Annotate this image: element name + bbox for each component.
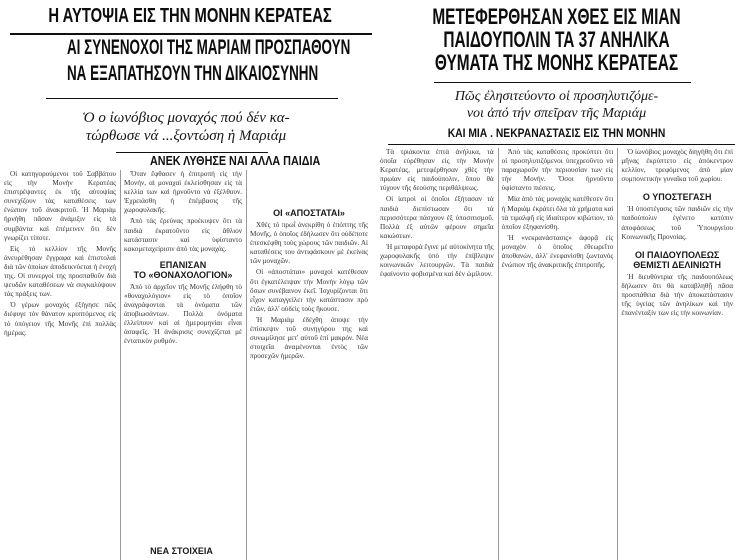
right-headline-line1: ΜΕΤΕΦΕΡΘΗΣΑΝ ΧΘΕΣ ΕΙΣ ΜΙΑΝ <box>432 4 681 29</box>
right-column-3-text <box>621 148 733 184</box>
right-column-2 <box>498 148 614 560</box>
right-column-3 <box>617 148 733 560</box>
left-subhead-epanisan: ΕΠΑΝΙΣΑΝ <box>159 259 207 270</box>
paragraph: Τὰ τριάκοντα ἑπτὰ ἀνήλικα, τὰ ὁποῖα εὑρέθησαν εἰς τὴν Μονὴν Κερατέας, μετεφέρθησαν χθὲς τὴν πρωίαν εἰς παιδούπολιν, ὅπου θὰ τύχουν τῆς δεούσης περιθάλψεως. <box>380 148 494 193</box>
left-column-1 <box>4 170 116 560</box>
left-column-3-text <box>250 221 368 361</box>
paragraph: Ἀπὸ τὸ ἀρχεῖον τῆς Μονῆς ἐλήφθη τὸ «θοναχολόγιον» εἰς τὸ ὁποῖον ἀναγράφονται τὰ ὀνόματα τῶν ἀποβιωσάντων. Πολλὰ ὀνόματα ἐλλείπουν καὶ αἱ ἡμερομηνίαι εἶναι ἀσαφεῖς. Ἡ ἀνάκρισις συνεχίζεται μὲ ἐντατικὸν ρυθμόν. <box>124 282 242 346</box>
right-column-1-text <box>380 148 494 279</box>
paragraph: Ὅταν ἔφθασεν ἡ ἐπιτροπή εἰς τὴν Μονήν, αἱ μοναχαὶ ἐκλείσθησαν εἰς τὰ κελλία των καὶ ἠρνοῦντο νὰ ἐξέλθουν. Ἐχρειάσθη ἡ ἐπέμβασις τῆς χωροφυλακῆς. <box>124 170 242 215</box>
right-body-columns <box>380 148 733 560</box>
paragraph: Ἀπὸ τὰς καταθέσεις προκύπτει ὅτι οἱ προσηλυτιζόμενοι ὑπεχρεοῦντο νὰ παραχωροῦν τὴν περιουσίαν των εἰς τὴν Μονήν. Ὅσοι ἠρνοῦντο ὑφίσταντο πιέσεις. <box>501 148 614 193</box>
paragraph: Μία ἀπὸ τὰς μοναχὰς κατέθεσεν ὅτι ἡ Μαριὰμ ἐκράτει ὅλα τὰ χρήματα καὶ τὰ τιμαλφῆ εἰς ἰδιαίτερον κιβώτιον, τὸ ὁποῖον ἐξηφανίσθη. <box>501 195 614 231</box>
paragraph: Ἡ «νεκρανάστασις» ἀφορᾷ εἰς μοναχὸν ὁ ὁποῖος ἐθεωρεῖτο ἀποθανών, ἀλλ' ἐνεφανίσθη ζωντανὸς ἐνώπιον τῆς ἀνακριτικῆς ἐπιτροπῆς. <box>501 233 614 270</box>
paragraph: Ἀπὸ τὰς ἐρεύνας προέκυψεν ὅτι τὰ παιδιὰ ἐκρατοῦντο εἰς ἄθλιον κατάστασιν καὶ ὑφίσταντο κακομεταχείρισιν ἀπὸ τὰς μοναχάς. <box>124 217 242 253</box>
paragraph: Οἱ ἰατροὶ οἱ ὁποῖοι ἐξήτασαν τὰ παιδιὰ διεπίστωσαν ὅτι τὰ περισσότερα πάσχουν ἐξ ὑποσιτισμοῦ. Πολλὰ ἐξ αὐτῶν φέρουν σημεῖα κακώσεων. <box>380 195 494 240</box>
paragraph: Ὁ γέρων μοναχὸς ἐξήγησε πῶς διέφυγε τὸν θάνατον κρυπτόμενος εἰς τὸ ὑπόγειον τῆς Μονῆς ἐπὶ πολλὰς ἡμέρας. <box>4 301 116 337</box>
right-headline-line3: ΘΥΜΑΤΑ ΤΗΣ ΜΟΝΗΣ ΚΕΡΑΤΕΑΣ <box>434 50 679 75</box>
right-kicker-rule <box>388 144 735 145</box>
left-headline-secondary-line1: ΑΙ ΣΥΝΕΝΟΧΟΙ ΤΗΣ ΜΑΡΙΑΜ ΠΡΟΣΠΑΘΟΥΝ <box>66 36 351 59</box>
right-column-3-text-mid <box>621 205 733 241</box>
left-column-3 <box>246 170 368 560</box>
left-body-columns <box>4 170 368 560</box>
right-kicker: ΚΑΙ ΜΙΑ . ΝΕΚΡΑΝΑΣΤΑΣΙΣ ΕΙΣ ΤΗΝ ΜΟΝΗΝ <box>447 126 666 140</box>
paragraph: Ἡ μεταφορὰ ἔγινε μὲ αὐτοκίνητα τῆς χωροφυλακῆς ὑπὸ τὴν ἐπίβλεψιν κοινωνικῶν λειτουργῶν. Τὰ παιδιὰ ἐφαίνοντο φοβισμένα καὶ δὲν ὡμίλουν. <box>380 242 494 279</box>
right-column-3-text-lower <box>621 273 733 318</box>
right-subhead-delinioti: ΘΕΜΙΣΤΙ ΔΕΛΙΝΙΩΤΗ <box>633 259 722 270</box>
left-headline-primary: Η ΑΥΤΟΨΙΑ ΕΙΣ ΤΗΝ ΜΟΝΗΝ ΚΕΡΑΤΕΑΣ <box>48 5 332 27</box>
left-subhead-nea-stoixeia: ΝΕΑ ΣΤΟΙΧΕΙΑ <box>150 546 213 556</box>
paragraph: Ὁ ἰωνόβιος μοναχὸς διηγήθη ὅτι ἐπὶ μῆνας ἐκρύπτετο εἰς ἀπόκεντρον κελλίον, τρεφόμενος ἀπὸ μίαν συμπονετικὴν γυναῖκα τοῦ χωρίου. <box>621 148 733 184</box>
right-subhead-ypostegasi: Ο ΥΠΟΣΤΕΓΑΣΗ <box>642 192 712 203</box>
paragraph: Οἱ κατηγορούμενοι τοῦ Σαββάτου εἰς τὴν Μονήν Κερατέας ἐπιστρέψαντες ἐκ τῆς αὐτοψίας συνεχίζουν τὰς καταθέσεις των ἐνώπιον τοῦ ἀνακριτοῦ. Ἡ Μαριὰμ ἠρνήθη πᾶσαν ἀνάμιξιν εἰς τὰ συμβάντα καὶ ἐπέμεινεν ὅτι δὲν γνωρίζει τίποτε. <box>4 170 116 242</box>
paragraph: Ἡ ὑποστέγασις τῶν παιδιῶν εἰς τὴν παιδούπολιν ἐγένετο κατόπιν ἀποφάσεως τοῦ Ὑπουργείου Κοινωνικῆς Προνοίας. <box>621 205 733 241</box>
left-column-2-text <box>124 170 242 254</box>
left-column-2 <box>120 170 242 560</box>
paragraph: Ἡ Μαριὰμ ἐδέχθη ἀποψε τὴν ἐπίσκεψιν τοῦ συνηγόρου της καὶ συνωμίλησε μετ' αὐτοῦ ἐπὶ μακρόν. Νέα στοιχεῖα ἀναμένονται ἐντὸς τῶν προσεχῶν ἡμερῶν. <box>250 315 368 361</box>
right-subtitle-line2: νοι ἀπό τήν σπεῖραν τῆς Μαριάμ <box>466 106 647 121</box>
left-column-2-text-lower <box>124 283 242 347</box>
left-subtitle-line1: Ὁ ο ἰωνόβιος μοναχός πού δέν κα- <box>82 110 290 126</box>
left-subtitle-line2: τώρθωσε νά ...ξοντώση ἡ Μαριάμ <box>85 128 287 144</box>
paragraph: Εἰς τὸ κελλίον τῆς Μονῆς ἀνευρέθησαν ἔγγραφα καὶ ἐπιστολαὶ διὰ τῶν ὁποίων ἀποδεικνύεται ἡ ἐνοχή της. Οἱ συνεργοί της προσπαθοῦν διὰ ψευδῶν καταθέσεων νὰ συγκαλύψουν τὰς πράξεις των. <box>4 244 116 299</box>
right-headline-line2: ΠΑΙΔΟΥΠΟΛΙΝ ΤΑ 37 ΑΝΗΛΙΚΑ <box>443 27 670 52</box>
right-column-1 <box>380 148 494 560</box>
right-subtitle-line1: Πῶς ἐλησιτεύοντο οἱ προσηλυτιζόμε- <box>454 89 659 104</box>
paragraph: Ἡ διευθύντρια τῆς παιδουπόλεως δήλωσεν ὅτι θὰ καταβληθῇ πᾶσα προσπάθεια διὰ τὴν ἀποκατάστασιν τῆς ὑγείας τῶν ἀνηλίκων καὶ τὴν ἐπανένταξίν των εἰς τὴν κοινωνίαν. <box>621 272 733 318</box>
left-headline-secondary-line2: ΝΑ ΕΞΑΠΑΤΗΣΟΥΝ ΤΗΝ ΔΙΚΑΙΟΣΥΝΗΝ <box>66 62 319 85</box>
right-article <box>378 0 735 560</box>
right-subhead-paidoupoleos: ΟΙ ΠΑΙΔΟΥΠΟΛΕΩΣ <box>634 249 720 260</box>
paragraph: Χθὲς τὸ πρωῒ ἀνεκρίθη ὁ ἐπόπτης τῆς Μονῆς, ὁ ὁποῖος ἐδήλωσεν ὅτι οὐδέποτε ἐπεσκέφθη τοὺς χώρους τῶν παιδιῶν. Αἱ καταθέσεις του ἀντιφάσκουν μὲ ἐκείνας τῶν μοναχῶν. <box>250 221 368 266</box>
paragraph: Οἱ «ἀποστάται» μοναχοὶ κατέθεσαν ὅτι ἐγκατέλειψαν τὴν Μονὴν λόγῳ τῶν ὅσων συνέβαινον ἐκεῖ. Ἰσχυρίζονται ὅτι εἶχον καταγγείλει τὴν κατάστασιν πρὸ ἐτῶν, ἀλλ' οὐδεὶς τοὺς ἤκουσε. <box>250 268 368 313</box>
left-column-1-text <box>4 170 116 338</box>
left-headline-rule <box>10 33 372 35</box>
left-kicker: ΑΝΕΚ ΛΥΘΗΣΕ ΝΑΙ ΑΛΛΑ ΠΑΙΔΙΑ <box>150 153 321 168</box>
right-headline-rule <box>434 82 691 83</box>
left-subhead-thonachologion: ΤΟ «ΘΟΝΑΧΟΛΟΓΙΟΝ» <box>133 269 233 280</box>
left-subhead-apostatai: ΟΙ «ΑΠΟΣΤΑΤΑΙ» <box>273 208 345 218</box>
left-subtitle-rule <box>46 98 338 99</box>
right-column-2-text <box>502 148 614 270</box>
